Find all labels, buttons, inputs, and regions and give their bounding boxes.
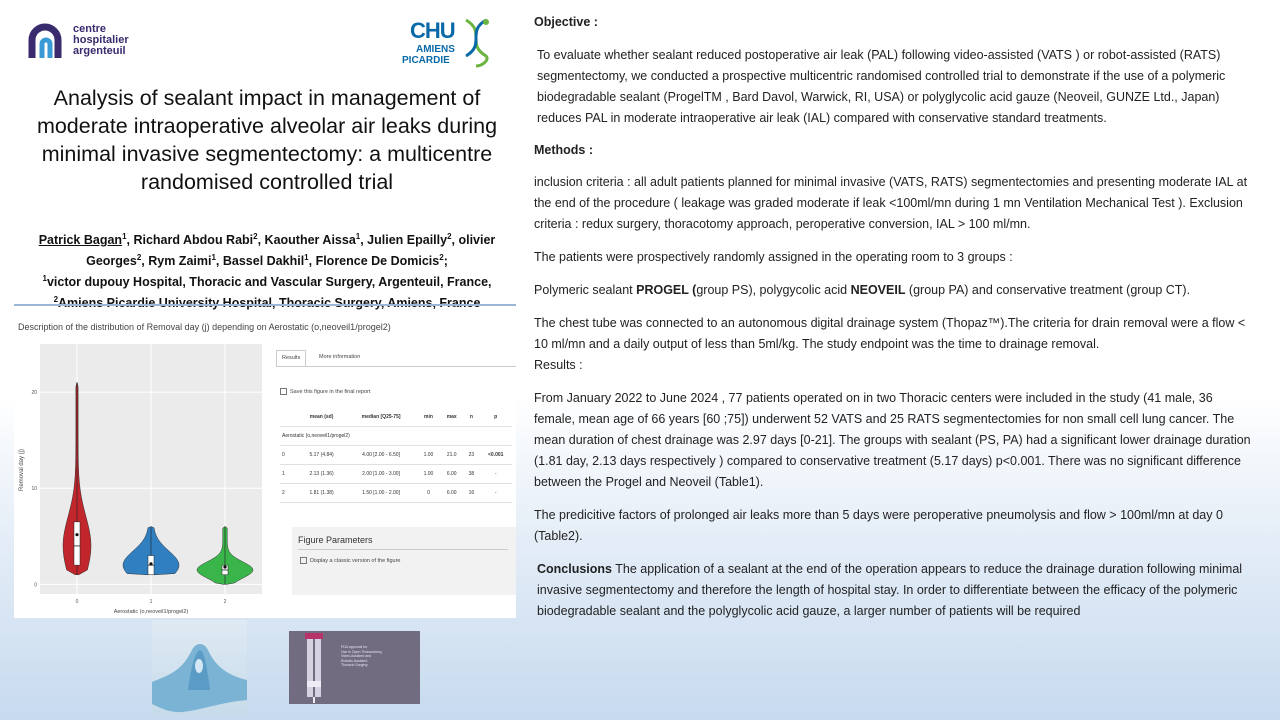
- y-tick-label: 10: [31, 486, 37, 493]
- y-tick-label: 0: [34, 582, 37, 589]
- dna-helix-icon: [462, 18, 490, 68]
- author-name: , Rym Zaimi: [141, 254, 212, 269]
- table-row: 2 1.81 (1.38) 1.50 [1.00 - 2.00] 0 6.00 16 -: [280, 484, 512, 503]
- centre-hospitalier-argenteuil-logo: [26, 20, 136, 66]
- chu-logo-amiens: AMIENS: [416, 44, 455, 55]
- mean-point-category-1: [149, 562, 152, 565]
- table-row: 0 5.17 (4.84) 4.00 [2.00 - 6.50] 1.00 21.0 23 <0.001: [280, 446, 512, 465]
- author-name: , Kaouther Aissa: [257, 233, 356, 248]
- x-tick-label: 0: [75, 599, 79, 605]
- table-group-row: Aerostatic (o,neoveil1/progel2): [280, 427, 512, 446]
- classic-version-label: Display a classic version of the figure: [310, 557, 401, 564]
- plot-x-ticks: [76, 599, 227, 605]
- figure-title: Description of the distribution of Removal day (j) depending on Aerostatic (o,neoveil1/progel2): [18, 322, 391, 332]
- plot-x-axis-label: Aerostatic (o,neoveil1/progel2): [113, 609, 189, 615]
- col-min: min: [417, 408, 440, 427]
- methods-paragraph-drainage: The chest tube was connected to an autonomous digital drainage system (Thopaz™).The criteria for drain removal were a flow < 10 ml/mn and a daily output of less than 5ml/kg. The study endpoint was the time to drainage removal.: [534, 316, 1246, 351]
- col-max: max: [440, 408, 463, 427]
- col-p: p: [479, 408, 512, 427]
- box-category-0: [74, 522, 80, 565]
- authors-block: [16, 228, 518, 313]
- progel-syringe-image: [289, 631, 420, 704]
- author-name: , Richard Abdou Rabi: [126, 233, 254, 248]
- tab-more-information[interactable]: More information: [319, 354, 361, 360]
- y-tick-label: 20: [31, 390, 37, 397]
- col-median: median [Q25-75]: [345, 408, 417, 427]
- chu-logo-picardie: PICARDIE: [402, 55, 450, 66]
- author-name: , Bassel Dakhil: [215, 254, 305, 269]
- col-n: n: [463, 408, 479, 427]
- syringe-caption: FDA approval for Use in Open Thoracotomy, Video-Assisted and Robotic-Assisted Thoracic Surgery: [341, 645, 383, 667]
- classic-version-checkbox[interactable]: [300, 557, 307, 564]
- author-name: , olivier: [451, 233, 496, 248]
- sealant-mesh-image: [152, 620, 247, 715]
- author-name: , Julien Epailly: [360, 233, 448, 248]
- title-separator: [14, 304, 516, 306]
- chu-logo-text: CHU: [410, 18, 455, 43]
- methods-paragraph-randomisation: The patients were prospectively randomly assigned in the operating room to 3 groups :: [534, 250, 1013, 264]
- figure-parameters-title: Figure Parameters: [298, 535, 373, 545]
- save-figure-checkbox[interactable]: [280, 388, 287, 395]
- plot-y-axis-label: Removal day (j): [19, 448, 25, 492]
- author-name: Georges: [86, 254, 137, 269]
- abstract-text-column: [534, 12, 1254, 622]
- mean-point-category-2: [223, 565, 226, 568]
- author-name: Patrick Bagan: [38, 233, 123, 248]
- figure-tabs: [276, 350, 516, 366]
- conclusions-heading: Conclusions: [537, 562, 613, 576]
- save-figure-option[interactable]: [280, 388, 370, 395]
- objective-paragraph: To evaluate whether sealant reduced postoperative air leak (PAL) following video-assisted (VATS ) or robot-assisted (RATS) segmentectomy, we conducted a prospective multicentric randomised controlled trial to demonstrate if the use of a polymeric biodegradable sealant (ProgelTM , Bard Davol, Warwick, RI, USA) or polyglycolic acid gauze (Neoveil, GUNZE Ltd., Japan) reduces PAL in moderate intraoperative air leak (IAL) compared with conservative standard treatments.: [537, 48, 1226, 125]
- table-row: 1 2.13 (1.36) 2.00 [1.00 - 3.00] 1.00 6.00 38 -: [280, 465, 512, 484]
- author-name: ;: [443, 254, 448, 269]
- authors-line-1: Patrick Bagan$^1$, Richard Abdou Rabi$^2$, Kaouther Aissa$^1$, Julien Epailly$^2$, olivier: [38, 232, 496, 248]
- objective-heading: Objective :: [534, 15, 598, 29]
- x-tick-label: 2: [223, 599, 227, 605]
- affiliation-2: 2: [53, 295, 59, 305]
- results-table: [280, 408, 512, 503]
- results-paragraph-factors: The predicitive factors of prolonged air leaks more than 5 days were peroperative pneumolysis and flow > 100ml/mn at day 0 (Table2).: [534, 508, 1223, 543]
- chu-amiens-picardie-logo: [400, 16, 495, 70]
- results-paragraph-main: From January 2022 to June 2024 , 77 patients operated on in two Thoracic centers were included in the study (41 male, 36 female, mean age of 66 years [60 ;75]) underwent 52 VATS and 25 RATS segmentectomies for non small cell lung cancer. The mean duration of chest drainage was 2.97 days [0-21]. The groups with sealant (PS, PA) had a significant lower drainage duration (1.81 day, 2.13 days respectively ) compared to conservative treatment (5.17 days) p<0.001. There was no significant difference between the Progel and Neoveil (Table1).: [534, 391, 1251, 489]
- affiliation-1: $^1$victor dupouy Hospital, Thoracic and Vascular Surgery, Argenteuil, France,: [42, 274, 492, 290]
- plot-y-ticks: [31, 390, 37, 588]
- methods-heading: Methods :: [534, 143, 594, 157]
- authors-line-2: Georges$^2$, Rym Zaimi$^1$, Bassel Dakhil$^1$, Florence De Domicis$^2$;: [86, 253, 448, 269]
- violin-plot: [14, 340, 276, 618]
- argenteuil-logo-mark: [26, 22, 64, 60]
- mean-point-category-0: [75, 533, 78, 536]
- col-mean-sd: mean (sd): [298, 408, 345, 427]
- poster-title: Analysis of sealant impact in management of moderate intraoperative alveolar air leaks during minimal invasive segmentectomy: a multicentre randomised controlled trial: [36, 86, 498, 194]
- argenteuil-logo-text: centre hospitalier argenteuil: [73, 23, 129, 57]
- figure-parameters-box: [292, 527, 516, 595]
- tab-results[interactable]: Results: [276, 350, 306, 366]
- author-name: , Florence De Domicis: [308, 254, 440, 269]
- save-figure-label: Save this figure in the final report: [290, 388, 371, 395]
- conclusions-paragraph: Conclusions The application of a sealant at the end of the operation appears to reduce the drainage duration following minimal invasive segmentectomy and therefore the length of hospital stay. In order to differentiate between the efficacy of the polymeric biodegradable sealant and the polyglycolic acid gauze, a larger number of patients will be required: [537, 562, 1243, 618]
- methods-paragraph-inclusion: inclusion criteria : all adult patients planned for minimal invasive (VATS, RATS) segmentectomies and presenting moderate IAL at the end of the procedure ( leakage was graded moderate if leak <100ml/mn during 1 mn Ventilation Mechanical Test ). Exclusion criteria : redux surgery, thoracotomy approach, peroperative conversion, IAL > 100 ml/mn.: [534, 175, 1248, 231]
- classic-version-option[interactable]: [300, 557, 400, 564]
- results-figure-panel: [14, 312, 516, 618]
- table-header-row: [280, 408, 512, 427]
- results-heading: Results :: [534, 358, 583, 372]
- x-tick-label: 1: [149, 599, 153, 605]
- tab-underline: [276, 366, 516, 367]
- methods-paragraph-groups: Polymeric sealant PROGEL (group PS), polygycolic acid NEOVEIL (group PA) and conservative treatment (group CT).: [534, 283, 1191, 297]
